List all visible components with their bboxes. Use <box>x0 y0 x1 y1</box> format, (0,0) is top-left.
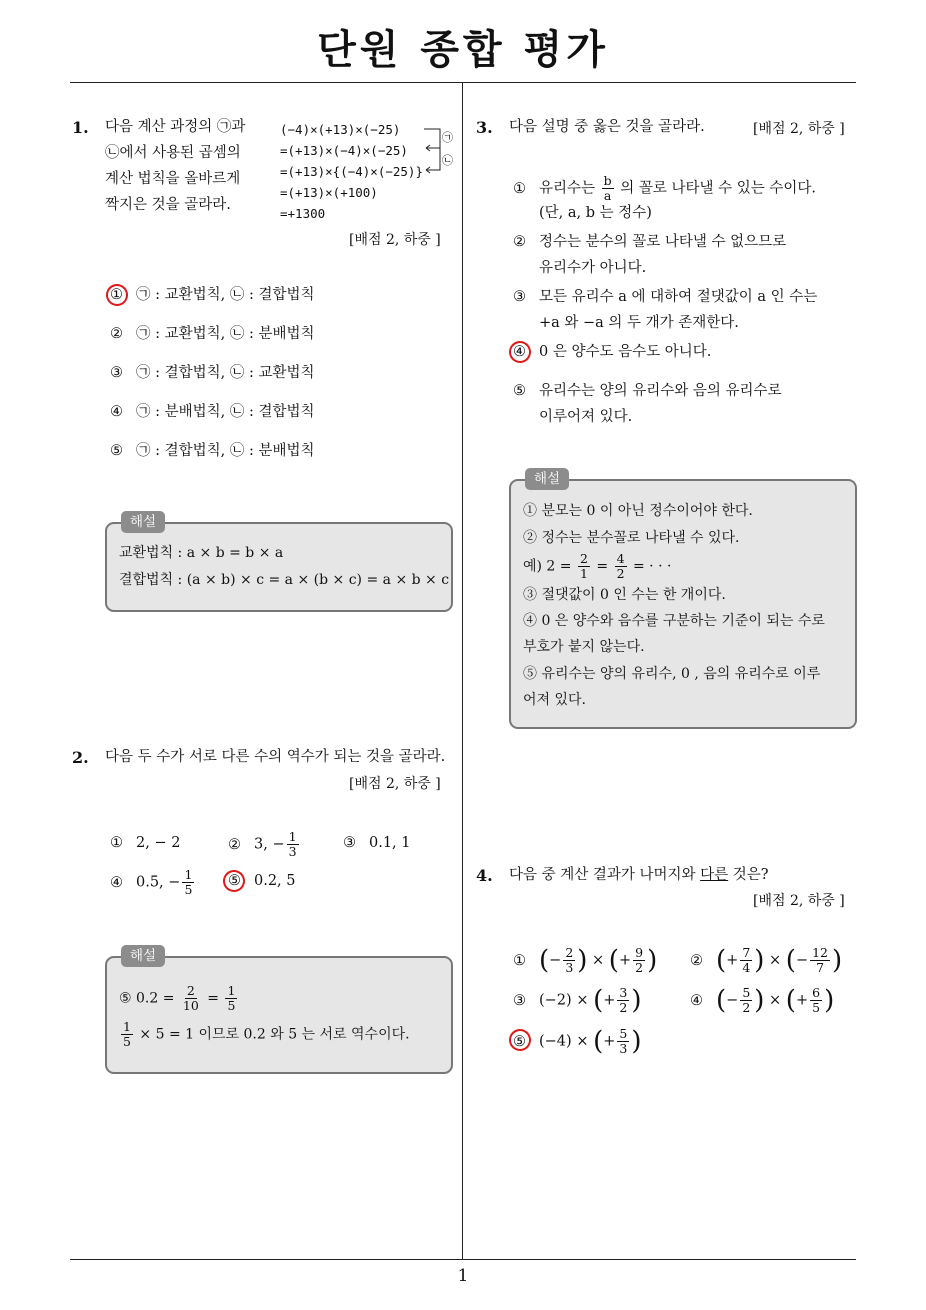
question-number: 2. <box>72 748 89 767</box>
fraction <box>617 986 629 1015</box>
fraction <box>182 868 194 897</box>
option-2[interactable] <box>513 229 786 255</box>
explanation-text: × 5 = 1 이므로 0.2 와 5 는 서로 역수이다. <box>139 1026 410 1043</box>
option-number: ② <box>690 952 703 969</box>
sign: − <box>795 952 809 969</box>
right-paren: ) <box>824 985 835 1016</box>
option-number: ⑤ <box>513 383 526 399</box>
explanation-box <box>509 471 857 729</box>
option-4[interactable] <box>513 339 711 365</box>
left-paren: ( <box>785 945 796 976</box>
option-1-note: (단, a, b 는 정수) <box>539 205 652 221</box>
option-number: ① <box>513 952 526 969</box>
fraction <box>121 1020 133 1049</box>
fraction <box>810 946 830 975</box>
option-number: ④ <box>110 874 123 891</box>
option-number: ③ <box>343 835 356 851</box>
sign: − <box>726 992 739 1009</box>
denominator: 2 <box>619 1000 628 1015</box>
option-2-cont: 유리수가 아니다. <box>539 260 647 276</box>
left-paren: ( <box>593 1026 604 1057</box>
option-text: ㉠ : 분배법칙, ㉡ : 결합법칙 <box>136 404 315 420</box>
question-text <box>105 114 245 218</box>
footer-rule <box>70 1259 856 1260</box>
header-rule <box>70 82 856 83</box>
fraction <box>617 1027 629 1056</box>
equals-sign: = <box>207 990 219 1007</box>
right-paren: ) <box>832 945 843 976</box>
option-number: ③ <box>513 992 526 1009</box>
fraction <box>615 552 627 581</box>
page-number: 1 <box>457 1266 469 1286</box>
option-number: ② <box>228 836 241 853</box>
fraction <box>578 552 590 581</box>
fraction <box>287 830 299 859</box>
numerator: 1 <box>227 983 236 998</box>
option-2[interactable] <box>110 321 314 360</box>
explanation-line: ⑤ 유리수는 양의 유리수, 0 , 음의 유리수로 이루 <box>523 666 821 682</box>
explanation-line <box>523 552 671 581</box>
option-text: 3, − <box>254 836 285 853</box>
explanation-line: 부호가 붙지 않는다. <box>523 639 645 655</box>
option-text: 의 꼴로 나타낼 수 있는 수이다. <box>620 180 817 197</box>
calc-line: =(+13)×(+100) <box>280 185 378 200</box>
fraction <box>602 174 614 203</box>
option-text: 2, − 2 <box>136 835 181 851</box>
denominator: a <box>603 188 612 203</box>
option-3[interactable] <box>513 284 817 310</box>
times-sign: × <box>769 992 782 1009</box>
times-sign: × <box>769 952 782 969</box>
left-paren: ( <box>608 945 619 976</box>
denominator: 2 <box>616 566 625 581</box>
question-text: 다음 두 수가 서로 다른 수의 역수가 되는 것을 골라라. <box>105 749 446 765</box>
question-text-line: 다음 계산 과정의 ㉠과 <box>105 119 246 135</box>
sign: − <box>549 952 562 969</box>
explanation-box <box>105 948 453 1074</box>
denominator: 3 <box>288 844 297 859</box>
sign: + <box>618 952 632 969</box>
fraction <box>563 946 575 975</box>
calc-line: (−4)×(+13)×(−25) <box>280 122 401 137</box>
option-number: ① <box>513 180 526 197</box>
denominator: 2 <box>742 1000 751 1015</box>
sign: + <box>795 992 809 1009</box>
numerator: 4 <box>616 551 625 566</box>
option-text: 모든 유리수 a 에 대하여 절댓값이 a 인 수는 <box>539 289 818 305</box>
denominator: 3 <box>619 1041 628 1056</box>
denominator: 4 <box>742 960 751 975</box>
option-text: 0.5, − <box>136 874 181 891</box>
fraction <box>225 984 237 1013</box>
denominator: 7 <box>816 960 825 975</box>
option-3[interactable] <box>343 830 411 856</box>
option-2[interactable] <box>690 946 842 975</box>
denominator: 1 <box>579 566 588 581</box>
question-text-line: 계산 법칙을 올바르게 <box>105 171 241 187</box>
option-1[interactable] <box>110 282 314 321</box>
left-paren: ( <box>593 985 604 1016</box>
fraction <box>810 986 822 1015</box>
option-5-cont: 이루어져 있다. <box>539 409 633 425</box>
numerator: 2 <box>186 983 195 998</box>
option-number: ① <box>110 835 123 851</box>
numerator: 5 <box>619 1026 628 1041</box>
option-number: ③ <box>513 289 526 305</box>
score-label: [배점 2, 하중 ] <box>349 776 441 792</box>
left-paren: ( <box>716 945 727 976</box>
option-number: ⑤ <box>110 443 123 459</box>
option-text: 정수는 분수의 꼴로 나타낼 수 없으므로 <box>539 234 787 250</box>
option-4[interactable] <box>110 868 196 897</box>
question-text-part: 다음 중 계산 결과가 나머지와 <box>509 867 701 883</box>
factor: (−2) <box>539 992 572 1009</box>
sign: + <box>603 1033 616 1050</box>
explanation-text: 예) 2 = <box>523 558 572 575</box>
left-paren: ( <box>539 945 550 976</box>
denominator: 2 <box>635 960 644 975</box>
question-number: 4. <box>476 866 493 885</box>
option-number: ③ <box>110 365 123 381</box>
explanation-text: ⑤ 0.2 = <box>119 990 175 1007</box>
option-text: 0 은 양수도 음수도 아니다. <box>539 344 712 360</box>
explanation-line: ④ 0 은 양수와 음수를 구분하는 기준이 되는 수로 <box>523 613 825 629</box>
right-paren: ) <box>754 945 765 976</box>
option-number: ② <box>110 326 123 342</box>
question-number: 1. <box>72 118 89 137</box>
right-paren: ) <box>754 985 765 1016</box>
explanation-line: ③ 절댓값이 0 인 수는 한 개이다. <box>523 587 726 603</box>
option-text: 유리수는 양의 유리수와 음의 유리수로 <box>539 383 782 399</box>
numerator: 2 <box>565 945 574 960</box>
fraction <box>633 946 645 975</box>
option-3[interactable] <box>513 986 642 1015</box>
times-sign: × <box>592 952 605 969</box>
numerator: 12 <box>812 945 829 960</box>
denominator: 5 <box>123 1034 131 1049</box>
option-number: ⑤ <box>513 1033 526 1050</box>
calculation-steps <box>280 119 423 224</box>
column-divider <box>462 82 463 1260</box>
explanation-line: ① 분모는 0 이 아닌 정수이어야 한다. <box>523 503 753 519</box>
sign: + <box>603 992 616 1009</box>
option-3[interactable] <box>110 360 314 399</box>
option-text: ㉠ : 교환법칙, ㉡ : 결합법칙 <box>136 287 315 303</box>
numerator: 3 <box>619 985 628 1000</box>
right-paren: ) <box>631 985 642 1016</box>
numerator: 1 <box>184 867 193 882</box>
explanation-tag: 해설 <box>121 945 165 967</box>
option-text: 유리수는 <box>539 180 596 197</box>
option-number: ① <box>110 287 123 303</box>
step-mark-a: ㉠ <box>442 131 453 144</box>
question-text <box>509 862 769 888</box>
numerator: 6 <box>812 985 821 1000</box>
option-number: ④ <box>690 992 703 1009</box>
option-2[interactable] <box>228 830 301 859</box>
factor: (−4) <box>539 1033 572 1050</box>
option-1[interactable] <box>110 830 180 856</box>
explanation-box <box>105 514 453 612</box>
explanation-line: 교환법칙 : a × b = b × a <box>119 545 284 561</box>
score-label: [배점 2, 하중 ] <box>753 893 845 909</box>
option-4[interactable] <box>110 399 314 438</box>
score-label: [배점 2, 하중 ] <box>753 121 845 137</box>
question-text-line: ㉡에서 사용된 곱셈의 <box>105 145 241 161</box>
option-4[interactable] <box>690 986 834 1015</box>
explanation-text: = · · · <box>632 558 672 575</box>
option-list <box>110 282 314 477</box>
option-number: ④ <box>513 344 526 360</box>
denominator: 5 <box>812 1000 821 1015</box>
question-text-part: 것은? <box>728 867 769 883</box>
fraction <box>740 946 752 975</box>
option-1[interactable] <box>513 174 816 203</box>
option-number: ② <box>513 234 526 250</box>
explanation-tag: 해설 <box>121 511 165 533</box>
explanation-line <box>119 984 239 1013</box>
equals-sign: = <box>596 558 609 575</box>
option-5[interactable] <box>110 438 314 477</box>
numerator: 1 <box>123 1019 131 1034</box>
explanation-line <box>119 1020 410 1049</box>
right-paren: ) <box>647 945 658 976</box>
numerator: 9 <box>635 945 644 960</box>
step-mark-b: ㉡ <box>442 154 453 167</box>
option-text: ㉠ : 결합법칙, ㉡ : 교환법칙 <box>136 365 315 381</box>
numerator: 1 <box>288 829 297 844</box>
times-sign: × <box>576 992 589 1009</box>
right-paren: ) <box>631 1026 642 1057</box>
fraction <box>740 986 752 1015</box>
numerator: 5 <box>742 985 751 1000</box>
calc-line: =+1300 <box>280 206 326 221</box>
denominator: 5 <box>184 882 193 897</box>
numerator: b <box>603 173 612 188</box>
fraction <box>181 984 201 1013</box>
question-text-line: 짝지은 것을 골라라. <box>105 197 231 213</box>
option-5[interactable] <box>513 1027 642 1056</box>
page-title: 단원 종합 평가 <box>317 27 609 73</box>
numerator: 7 <box>742 945 751 960</box>
option-text: 0.1, 1 <box>369 835 411 851</box>
denominator: 5 <box>227 998 236 1013</box>
sign: + <box>726 952 739 969</box>
explanation-tag: 해설 <box>525 468 569 490</box>
option-3-cont: +a 와 −a 의 두 개가 존재한다. <box>539 315 739 331</box>
denominator: 3 <box>565 960 574 975</box>
left-paren: ( <box>716 985 727 1016</box>
option-text: ㉠ : 교환법칙, ㉡ : 분배법칙 <box>136 326 315 342</box>
option-text: ㉠ : 결합법칙, ㉡ : 분배법칙 <box>136 443 315 459</box>
step-bracket-arrows <box>420 122 460 180</box>
question-number: 3. <box>476 118 493 137</box>
option-number: ⑤ <box>228 873 241 889</box>
question-text-emphasis: 다른 <box>700 867 729 883</box>
calc-line: =(+13)×(−4)×(−25) <box>280 143 408 158</box>
explanation-line: 어져 있다. <box>523 692 586 708</box>
numerator: 2 <box>579 551 588 566</box>
times-sign: × <box>576 1033 589 1050</box>
left-paren: ( <box>785 985 796 1016</box>
explanation-line: ② 정수는 분수꼴로 나타낼 수 있다. <box>523 530 740 546</box>
denominator: 10 <box>182 998 199 1013</box>
score-label: [배점 2, 하중 ] <box>349 232 441 248</box>
option-1[interactable] <box>513 946 657 975</box>
question-text: 다음 설명 중 옳은 것을 골라라. <box>509 119 705 135</box>
option-number: ④ <box>110 404 123 420</box>
option-text: 0.2, 5 <box>254 873 296 889</box>
option-5[interactable] <box>513 378 782 404</box>
calc-line: =(+13)×{(−4)×(−25)} <box>280 164 423 179</box>
explanation-line: 결합법칙 : (a × b) × c = a × (b × c) = a × b × c <box>119 572 450 588</box>
right-paren: ) <box>577 945 588 976</box>
